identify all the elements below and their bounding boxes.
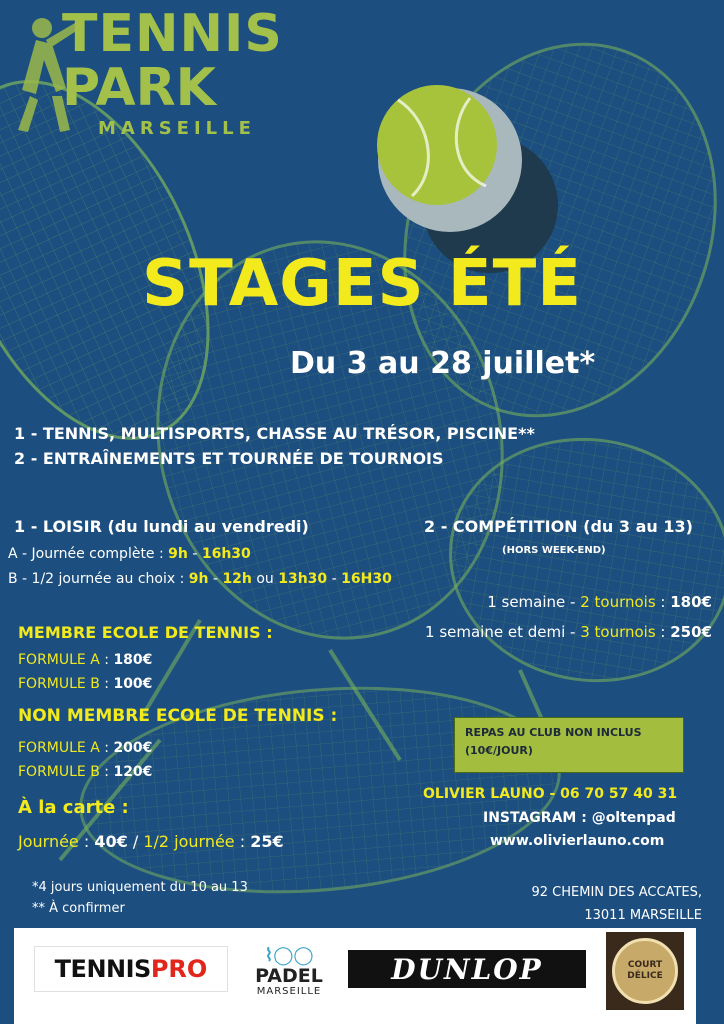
tennis-ball (377, 85, 497, 205)
non-fa-sep: : (99, 740, 114, 756)
comp2-sep: : (655, 623, 671, 641)
membre-heading: MEMBRE ECOLE DE TENNIS : (18, 623, 273, 642)
tennispro-logo (34, 946, 228, 992)
court-l1: COURT (627, 960, 663, 970)
membre-fa-price: 180€ (113, 652, 153, 668)
option-b-end2: 16H30 (341, 571, 392, 587)
carte-day-label: Journée (18, 832, 79, 851)
court-delice-badge (612, 938, 678, 1004)
comp1-price: 180€ (670, 593, 712, 611)
option-b-label: B - 1/2 journée au choix : (8, 571, 189, 587)
option-b-sep2: - (327, 571, 342, 587)
competition-heading: 2 - COMPÉTITION (du 3 au 13) (424, 517, 693, 536)
competition-price-2 (425, 623, 712, 641)
dunlop-text: DUNLOP (391, 952, 543, 986)
non-fa-label: FORMULE A (18, 740, 100, 756)
padel-name: PADEL (255, 964, 323, 987)
membre-fb-price: 100€ (113, 676, 153, 692)
non-fb-price: 120€ (113, 764, 153, 780)
non-fb-sep: : (99, 764, 114, 780)
loisir-option-a (8, 546, 251, 562)
carte-half-price: 25€ (250, 832, 284, 851)
logo-park: PARK (62, 58, 216, 118)
comp1-sep: : (655, 593, 671, 611)
repas-line-2: (10€/JOUR) (465, 744, 533, 757)
option-b-end1: 12h (222, 571, 252, 587)
comp1-text: 1 semaine - (487, 593, 581, 611)
comp2-tournois: 3 tournois (580, 623, 656, 641)
dunlop-logo (348, 950, 586, 988)
sponsor-bar (14, 928, 696, 1024)
comp1-tournois: 2 tournois (580, 593, 656, 611)
carte-heading: À la carte : (18, 797, 129, 818)
comp2-text: 1 semaine et demi - (425, 623, 581, 641)
membre-fa-sep: : (99, 652, 114, 668)
non-membre-formule-a (18, 740, 152, 756)
carte-sep1: : (78, 832, 95, 851)
court-l2: DÉLICE (627, 971, 663, 981)
footnote-2: ** À confirmer (32, 901, 125, 916)
date-range: Du 3 au 28 juillet* (290, 346, 596, 381)
non-fb-label: FORMULE B (18, 764, 100, 780)
membre-fa-label: FORMULE A (18, 652, 100, 668)
loisir-option-b (8, 571, 392, 587)
repas-line-1: REPAS AU CLUB NON INCLUS (465, 726, 642, 739)
option-a-start: 9h (168, 546, 188, 562)
carte-sep2: : (234, 832, 251, 851)
option-b-sep1: - (208, 571, 223, 587)
address-line-1: 92 CHEMIN DES ACCATES, (531, 885, 702, 900)
court-delice-logo (606, 932, 684, 1010)
intro-item-1: 1 - TENNIS, MULTISPORTS, CHASSE AU TRÉSOR, PISCINE** (14, 424, 535, 443)
tennispro-pro: PRO (150, 955, 208, 983)
non-membre-heading: NON MEMBRE ECOLE DE TENNIS : (18, 706, 338, 726)
padel-mark-icon: ⌇◯◯ (264, 944, 314, 966)
option-b-start2: 13h30 (278, 571, 328, 587)
membre-formule-a (18, 652, 152, 668)
carte-slash: / (127, 832, 144, 851)
competition-price-1 (487, 593, 712, 611)
option-a-end: 16h30 (201, 546, 251, 562)
option-b-or: ou (251, 571, 279, 587)
membre-formule-b (18, 676, 152, 692)
contact-name-phone[interactable]: OLIVIER LAUNO - 06 70 57 40 31 (423, 786, 678, 802)
carte-prices (18, 832, 284, 851)
comp2-price: 250€ (670, 623, 712, 641)
footnote-1: *4 jours uniquement du 10 au 13 (32, 880, 248, 895)
loisir-heading: 1 - LOISIR (du lundi au vendredi) (14, 517, 309, 536)
padel-marseille-logo (246, 938, 332, 1004)
non-fa-price: 200€ (113, 740, 153, 756)
page-title: STAGES ÉTÉ (141, 247, 583, 321)
website-link[interactable]: www.olivierlauno.com (490, 833, 665, 849)
instagram-handle[interactable]: INSTAGRAM : @oltenpad (483, 810, 676, 826)
membre-fb-sep: : (99, 676, 114, 692)
carte-day-price: 40€ (94, 832, 128, 851)
padel-city: MARSEILLE (256, 985, 322, 997)
competition-note: (HORS WEEK-END) (502, 545, 606, 556)
option-b-start1: 9h (188, 571, 209, 587)
tennispro-text: TENNIS (54, 955, 151, 983)
option-a-sep: - (187, 546, 202, 562)
logo-tennis: TENNIS (62, 4, 283, 64)
address-line-2: 13011 MARSEILLE (584, 908, 702, 923)
intro-item-2: 2 - ENTRAÎNEMENTS ET TOURNÉE DE TOURNOIS (14, 449, 444, 468)
membre-fb-label: FORMULE B (18, 676, 100, 692)
carte-half-label: 1/2 journée (143, 832, 235, 851)
option-a-label: A - Journée complète : (8, 546, 169, 562)
logo-marseille: MARSEILLE (98, 118, 256, 139)
non-membre-formule-b (18, 764, 152, 780)
repas-box (454, 717, 684, 773)
